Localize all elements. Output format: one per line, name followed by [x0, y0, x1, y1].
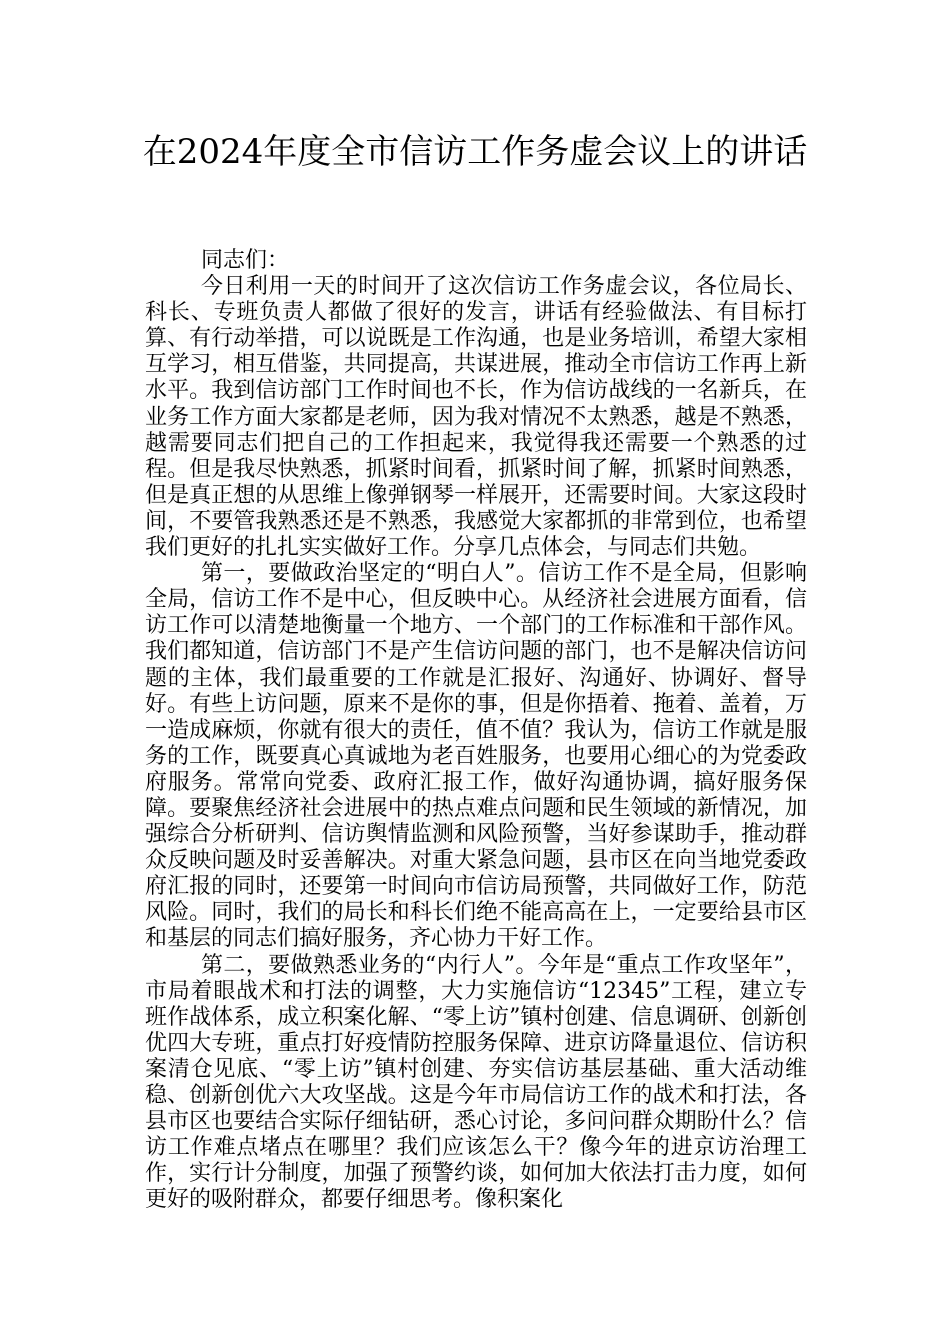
paragraph-intro: 今日利用一天的时间开了这次信访工作务虚会议，各位局长、科长、专班负责人都做了很好的发言，讲话有经验做法、有目标打算、有行动举措，可以说既是工作沟通，也是业务培训，希望大家相互学习，相互借鉴，共同提高，共谋进展，推动全市信访工作再上新水平。我到信访部门工作时间也不长，作为信访战线的一名新兵，在业务工作方面大家都是老师，因为我对情况不太熟悉，越是不熟悉，越需要同志们把自己的工作担起来，我觉得我还需要一个熟悉的过程。但是我尽快熟悉，抓紧时间看，抓紧时间了解，抓紧时间熟悉，但是真正想的从思维上像弹钢琴一样展开，还需要时间。大家这段时间，不要管我熟悉还是不熟悉，我感觉大家都抓的非常到位，也希望我们更好的扎扎实实做好工作。分享几点体会，与同志们共勉。 — [145, 274, 807, 561]
document-title: 在2024年度全市信访工作务虚会议上的讲话 — [142, 132, 808, 172]
paragraph-first-point: 第一，要做政治坚定的“明白人”。信访工作不是全局，但影响全局，信访工作不是中心，但反映中心。从经济社会进展方面看，信访工作可以清楚地衡量一个地方、一个部门的工作标准和干部作风。我们都知道，信访部门不是产生信访问题的部门，也不是解决信访问题的主体，我们最重要的工作就是汇报好、沟通好、协调好、督导好。有些上访问题，原来不是你的事，但是你捂着、拖着、盖着，万一造成麻烦，你就有很大的责任，值不值？我认为，信访工作就是服务的工作，既要真心真诚地为老百姓服务，也要用心细心的为党委政府服务。常常向党委、政府汇报工作，做好沟通协调，搞好服务保障。要聚焦经济社会进展中的热点难点问题和民生领域的新情况，加强综合分析研判、信访舆情监测和风险预警，当好参谋助手，推动群众反映问题及时妥善解决。对重大紧急问题，县市区在向当地党委政府汇报的同时，还要第一时间向市信访局预警，共同做好工作，防范风险。同时，我们的局长和科长们绝不能高高在上，一定要给县市区和基层的同志们搞好服务，齐心协力干好工作。 — [145, 561, 807, 952]
paragraph-second-point: 第二，要做熟悉业务的“内行人”。今年是“重点工作攻坚年”，市局着眼战术和打法的调整，大力实施信访“12345”工程，建立专班作战体系，成立积案化解、“零上访”镇村创建、信息调研、创新创优四大专班，重点打好疫情防控服务保障、进京访降量退位、信访积案清仓见底、“零上访”镇村创建、夯实信访基层基础、重大活动维稳、创新创优六大攻坚战。这是今年市局信访工作的战术和打法，各县市区也要结合实际仔细钻研，悉心讨论，多问问群众期盼什么？信访工作难点堵点在哪里？我们应该怎么干？像今年的进京访治理工作，实行计分制度，加强了预警约谈，如何加大依法打击力度，如何更好的吸附群众，都要仔细思考。像积案化 — [145, 952, 807, 1213]
salutation: 同志们： — [201, 248, 290, 273]
document-body — [145, 248, 807, 1213]
